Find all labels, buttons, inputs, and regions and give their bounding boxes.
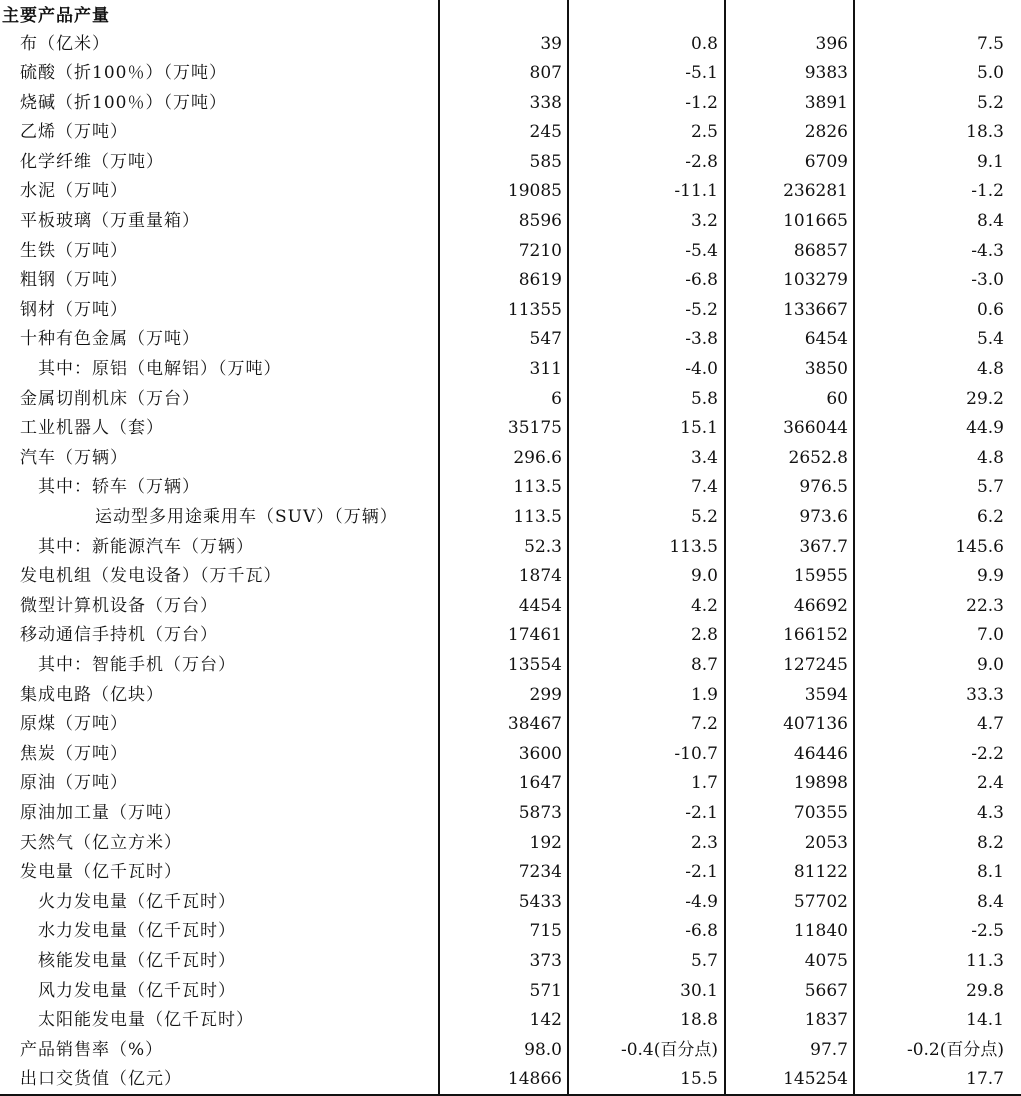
cell-value-col3: 127245: [783, 654, 848, 675]
table-row: [0, 1065, 1021, 1095]
cell-value-col1: 7210: [518, 240, 562, 261]
cell-value-col2: -3.8: [685, 329, 718, 350]
cell-value-col4: 7.5: [976, 33, 1004, 54]
cell-value-col4: 5.2: [976, 92, 1004, 113]
cell-value-col4: 8.1: [976, 862, 1004, 883]
row-label: 汽车（万辆）: [20, 447, 128, 468]
cell-value-col1: 14866: [507, 1069, 562, 1090]
table-row: [0, 740, 1021, 770]
cell-value-col3: 15955: [793, 566, 848, 587]
cell-value-col4: -2.5: [971, 921, 1004, 942]
cell-value-col4: 4.8: [976, 447, 1004, 468]
cell-value-col3: 4075: [804, 950, 848, 971]
cell-value-col4: 9.9: [976, 566, 1004, 587]
cell-value-col3: 2826: [804, 122, 848, 143]
row-label: 原煤（万吨）: [20, 714, 128, 735]
cell-value-col4: 9.1: [976, 151, 1004, 172]
cell-value-col2: -6.8: [685, 921, 718, 942]
row-label: 粗钢（万吨）: [20, 270, 128, 291]
table-body: [0, 30, 1021, 1095]
cell-value-col1: 7234: [518, 862, 562, 883]
cell-value-col1: 1647: [518, 773, 562, 794]
table-row: [0, 888, 1021, 918]
cell-value-col3: 86857: [793, 240, 848, 261]
cell-value-col1: 19085: [507, 181, 562, 202]
row-label: 太阳能发电量（亿千瓦时）: [38, 1010, 254, 1031]
cell-value-col1: 38467: [507, 714, 562, 735]
cell-value-col3: 9383: [804, 63, 848, 84]
cell-value-col4: -1.2: [971, 181, 1004, 202]
cell-value-col2: 1.9: [690, 684, 718, 705]
cell-value-col1: 299: [529, 684, 562, 705]
table-row: [0, 1006, 1021, 1036]
cell-value-col2: -4.0: [685, 359, 718, 380]
cell-value-col4: 8.4: [976, 211, 1004, 232]
table-row: [0, 710, 1021, 740]
cell-value-col2: 2.8: [690, 625, 718, 646]
cell-value-col2: -10.7: [674, 743, 718, 764]
cell-value-col3: 976.5: [799, 477, 848, 498]
cell-value-col4: 4.8: [976, 359, 1004, 380]
cell-value-col1: 3600: [518, 743, 562, 764]
cell-value-col4: 8.2: [976, 832, 1004, 853]
cell-value-col1: 245: [529, 122, 562, 143]
row-label: 硫酸（折100％）（万吨）: [20, 63, 227, 84]
cell-value-col2: 18.8: [680, 1010, 718, 1031]
cell-value-col2: 15.5: [680, 1069, 718, 1090]
cell-value-col1: 5873: [518, 802, 562, 823]
cell-value-col3: 46692: [793, 595, 848, 616]
cell-value-col2: 113.5: [669, 536, 718, 557]
cell-value-col2: -0.4(百分点): [620, 1039, 718, 1060]
row-label: 钢材（万吨）: [20, 299, 128, 320]
cell-value-col3: 166152: [783, 625, 848, 646]
cell-value-col1: 5433: [518, 891, 562, 912]
cell-value-col2: 5.2: [690, 507, 718, 527]
table-row: [0, 1036, 1021, 1066]
table-row: [0, 977, 1021, 1007]
row-label: 风力发电量（亿千瓦时）: [38, 980, 236, 1001]
cell-value-col2: 7.4: [690, 477, 718, 498]
cell-value-col4: 4.3: [976, 802, 1004, 823]
table-row: [0, 444, 1021, 474]
row-label: 发电机组（发电设备）（万千瓦）: [20, 566, 282, 587]
row-label: 十种有色金属（万吨）: [20, 329, 200, 350]
row-label: 水泥（万吨）: [20, 181, 128, 202]
cell-value-col2: -4.9: [685, 891, 718, 912]
cell-value-col1: 4454: [518, 595, 562, 616]
row-label: 微型计算机设备（万台）: [20, 595, 218, 616]
cell-value-col1: 39: [540, 33, 562, 54]
cell-value-col3: 236281: [783, 181, 848, 202]
cell-value-col2: -6.8: [685, 270, 718, 291]
cell-value-col2: 15.1: [680, 418, 718, 439]
table-row: [0, 385, 1021, 415]
cell-value-col1: 113.5: [513, 477, 562, 498]
table-row: [0, 266, 1021, 296]
cell-value-col1: 547: [529, 329, 562, 350]
row-label: 水力发电量（亿千瓦时）: [38, 921, 236, 942]
cell-value-col4: 44.9: [966, 418, 1004, 439]
table-row: [0, 473, 1021, 503]
row-label: 移动通信手持机（万台）: [20, 625, 218, 646]
table-row: [0, 30, 1021, 60]
row-label: 焦炭（万吨）: [20, 743, 128, 764]
cell-value-col1: 585: [529, 151, 562, 172]
table-row: [0, 355, 1021, 385]
cell-value-col2: -1.2: [685, 92, 718, 113]
cell-value-col3: 101665: [783, 211, 848, 232]
cell-value-col3: 19898: [793, 773, 848, 794]
cell-value-col4: 2.4: [976, 773, 1004, 794]
row-label: 天然气（亿立方米）: [20, 832, 182, 853]
cell-value-col4: 7.0: [976, 625, 1004, 646]
cell-value-col2: 8.7: [690, 654, 718, 675]
cell-value-col3: 145254: [783, 1069, 848, 1090]
cell-value-col3: 46446: [793, 743, 848, 764]
cell-value-col1: 8619: [518, 270, 562, 291]
cell-value-col1: 296.6: [513, 447, 562, 468]
cell-value-col4: 17.7: [966, 1069, 1004, 1090]
column-divider: [724, 0, 726, 1096]
cell-value-col1: 192: [529, 832, 562, 853]
cell-value-col2: 5.7: [690, 950, 718, 971]
cell-value-col3: 3594: [804, 684, 848, 705]
cell-value-col4: 6.2: [976, 507, 1004, 527]
row-label: 火力发电量（亿千瓦时）: [38, 891, 236, 912]
cell-value-col3: 407136: [783, 714, 848, 735]
table-row: [0, 325, 1021, 355]
cell-value-col3: 81122: [793, 862, 848, 883]
cell-value-col4: 5.0: [976, 63, 1004, 84]
cell-value-col4: 22.3: [966, 595, 1004, 616]
cell-value-col1: 11355: [507, 299, 562, 320]
cell-value-col3: 396: [815, 33, 848, 54]
cell-value-col2: 2.3: [690, 832, 718, 853]
row-label: 布（亿米）: [20, 33, 110, 54]
row-label: 原油（万吨）: [20, 773, 128, 794]
row-label: 核能发电量（亿千瓦时）: [38, 950, 236, 971]
table-row: [0, 503, 1021, 533]
cell-value-col4: 14.1: [966, 1010, 1004, 1031]
cell-value-col2: -2.1: [685, 802, 718, 823]
cell-value-col3: 103279: [783, 270, 848, 291]
table-row: [0, 237, 1021, 267]
cell-value-col4: 4.7: [976, 714, 1004, 735]
table-row: [0, 917, 1021, 947]
cell-value-col2: 9.0: [690, 566, 718, 587]
row-label: 产品销售率（%）: [20, 1039, 164, 1060]
row-label: 其中：新能源汽车（万辆）: [38, 536, 254, 557]
row-label: 工业机器人（套）: [20, 418, 164, 439]
cell-value-col3: 5667: [804, 980, 848, 1001]
cell-value-col2: -5.4: [685, 240, 718, 261]
cell-value-col3: 6709: [804, 151, 848, 172]
table-row: [0, 858, 1021, 888]
cell-value-col3: 6454: [804, 329, 848, 350]
row-label: 出口交货值（亿元）: [20, 1069, 182, 1090]
cell-value-col1: 142: [529, 1010, 562, 1031]
cell-value-col3: 133667: [783, 299, 848, 320]
cell-value-col1: 311: [529, 359, 562, 380]
cell-value-col4: 0.6: [976, 299, 1004, 320]
row-label: 生铁（万吨）: [20, 240, 128, 261]
row-label: 烧碱（折100％）（万吨）: [20, 92, 227, 113]
cell-value-col2: 4.2: [690, 595, 718, 616]
cell-value-col4: 11.3: [966, 950, 1004, 971]
cell-value-col1: 715: [529, 921, 562, 942]
cell-value-col4: 9.0: [976, 654, 1004, 675]
cell-value-col2: -2.8: [685, 151, 718, 172]
cell-value-col1: 373: [529, 950, 562, 971]
table-row: [0, 799, 1021, 829]
table-row: [0, 89, 1021, 119]
table-row: [0, 414, 1021, 444]
cell-value-col4: 8.4: [976, 891, 1004, 912]
cell-value-col3: 973.6: [799, 507, 848, 527]
cell-value-col4: 29.2: [966, 388, 1004, 409]
cell-value-col4: -3.0: [971, 270, 1004, 291]
table-row: [0, 296, 1021, 326]
row-label: 平板玻璃（万重量箱）: [20, 211, 200, 232]
row-label: 运动型多用途乘用车（SUV）（万辆）: [95, 507, 398, 527]
column-divider: [567, 0, 569, 1096]
table-row: [0, 59, 1021, 89]
cell-value-col3: 60: [826, 388, 848, 409]
row-label: 原油加工量（万吨）: [20, 802, 182, 823]
cell-value-col2: 2.5: [690, 122, 718, 143]
cell-value-col2: -5.1: [685, 63, 718, 84]
cell-value-col4: -2.2: [971, 743, 1004, 764]
cell-value-col3: 57702: [793, 891, 848, 912]
row-label: 其中：智能手机（万台）: [38, 654, 236, 675]
cell-value-col3: 2053: [804, 832, 848, 853]
table-row: [0, 148, 1021, 178]
cell-value-col3: 1837: [804, 1010, 848, 1031]
table-row: [0, 118, 1021, 148]
cell-value-col3: 3850: [804, 359, 848, 380]
cell-value-col1: 35175: [507, 418, 562, 439]
cell-value-col1: 571: [529, 980, 562, 1001]
cell-value-col2: 3.4: [690, 447, 718, 468]
row-label: 化学纤维（万吨）: [20, 151, 164, 172]
table-row: [0, 651, 1021, 681]
cell-value-col4: 18.3: [966, 122, 1004, 143]
table-row: [0, 562, 1021, 592]
cell-value-col3: 366044: [783, 418, 848, 439]
cell-value-col1: 113.5: [513, 507, 562, 527]
table-row: [0, 533, 1021, 563]
row-label: 金属切削机床（万台）: [20, 388, 200, 409]
cell-value-col3: 11840: [793, 921, 848, 942]
cell-value-col1: 807: [529, 63, 562, 84]
cell-value-col2: 3.2: [690, 211, 718, 232]
cell-value-col1: 6: [551, 388, 562, 409]
cell-value-col1: 1874: [518, 566, 562, 587]
cell-value-col2: 0.8: [690, 33, 718, 54]
cell-value-col4: 5.4: [976, 329, 1004, 350]
row-label: 集成电路（亿块）: [20, 684, 164, 705]
column-divider: [438, 0, 440, 1096]
cell-value-col3: 3891: [804, 92, 848, 113]
cell-value-col4: 33.3: [966, 684, 1004, 705]
table-row: [0, 947, 1021, 977]
cell-value-col1: 338: [529, 92, 562, 113]
row-label: 发电量（亿千瓦时）: [20, 862, 182, 883]
cell-value-col4: -4.3: [971, 240, 1004, 261]
table-row: [0, 592, 1021, 622]
row-label: 其中：轿车（万辆）: [38, 477, 200, 498]
table-row: [0, 769, 1021, 799]
cell-value-col1: 17461: [507, 625, 562, 646]
table-row: [0, 207, 1021, 237]
table-row: [0, 621, 1021, 651]
cell-value-col1: 98.0: [524, 1039, 562, 1060]
cell-value-col1: 52.3: [524, 536, 562, 557]
cell-value-col2: 30.1: [680, 980, 718, 1001]
cell-value-col2: 1.7: [690, 773, 718, 794]
cell-value-col3: 367.7: [799, 536, 848, 557]
cell-value-col4: 29.8: [966, 980, 1004, 1001]
table-row: [0, 829, 1021, 859]
cell-value-col3: 2652.8: [788, 447, 848, 468]
cell-value-col4: 145.6: [955, 536, 1004, 557]
cell-value-col3: 70355: [793, 802, 848, 823]
cell-value-col2: -5.2: [685, 299, 718, 320]
cell-value-col4: 5.7: [976, 477, 1004, 498]
cell-value-col2: 7.2: [690, 714, 718, 735]
cell-value-col1: 8596: [518, 211, 562, 232]
table-row: [0, 177, 1021, 207]
column-divider: [853, 0, 855, 1096]
cell-value-col3: 97.7: [810, 1039, 848, 1060]
row-label: 其中：原铝（电解铝）（万吨）: [38, 359, 282, 380]
cell-value-col2: -11.1: [674, 181, 718, 202]
table-section-title: 主要产品产量: [2, 6, 110, 26]
row-label: 乙烯（万吨）: [20, 122, 128, 143]
cell-value-col4: -0.2(百分点): [906, 1039, 1004, 1060]
cell-value-col2: -2.1: [685, 862, 718, 883]
cell-value-col2: 5.8: [690, 388, 718, 409]
cell-value-col1: 13554: [507, 654, 562, 675]
table-row: [0, 681, 1021, 711]
